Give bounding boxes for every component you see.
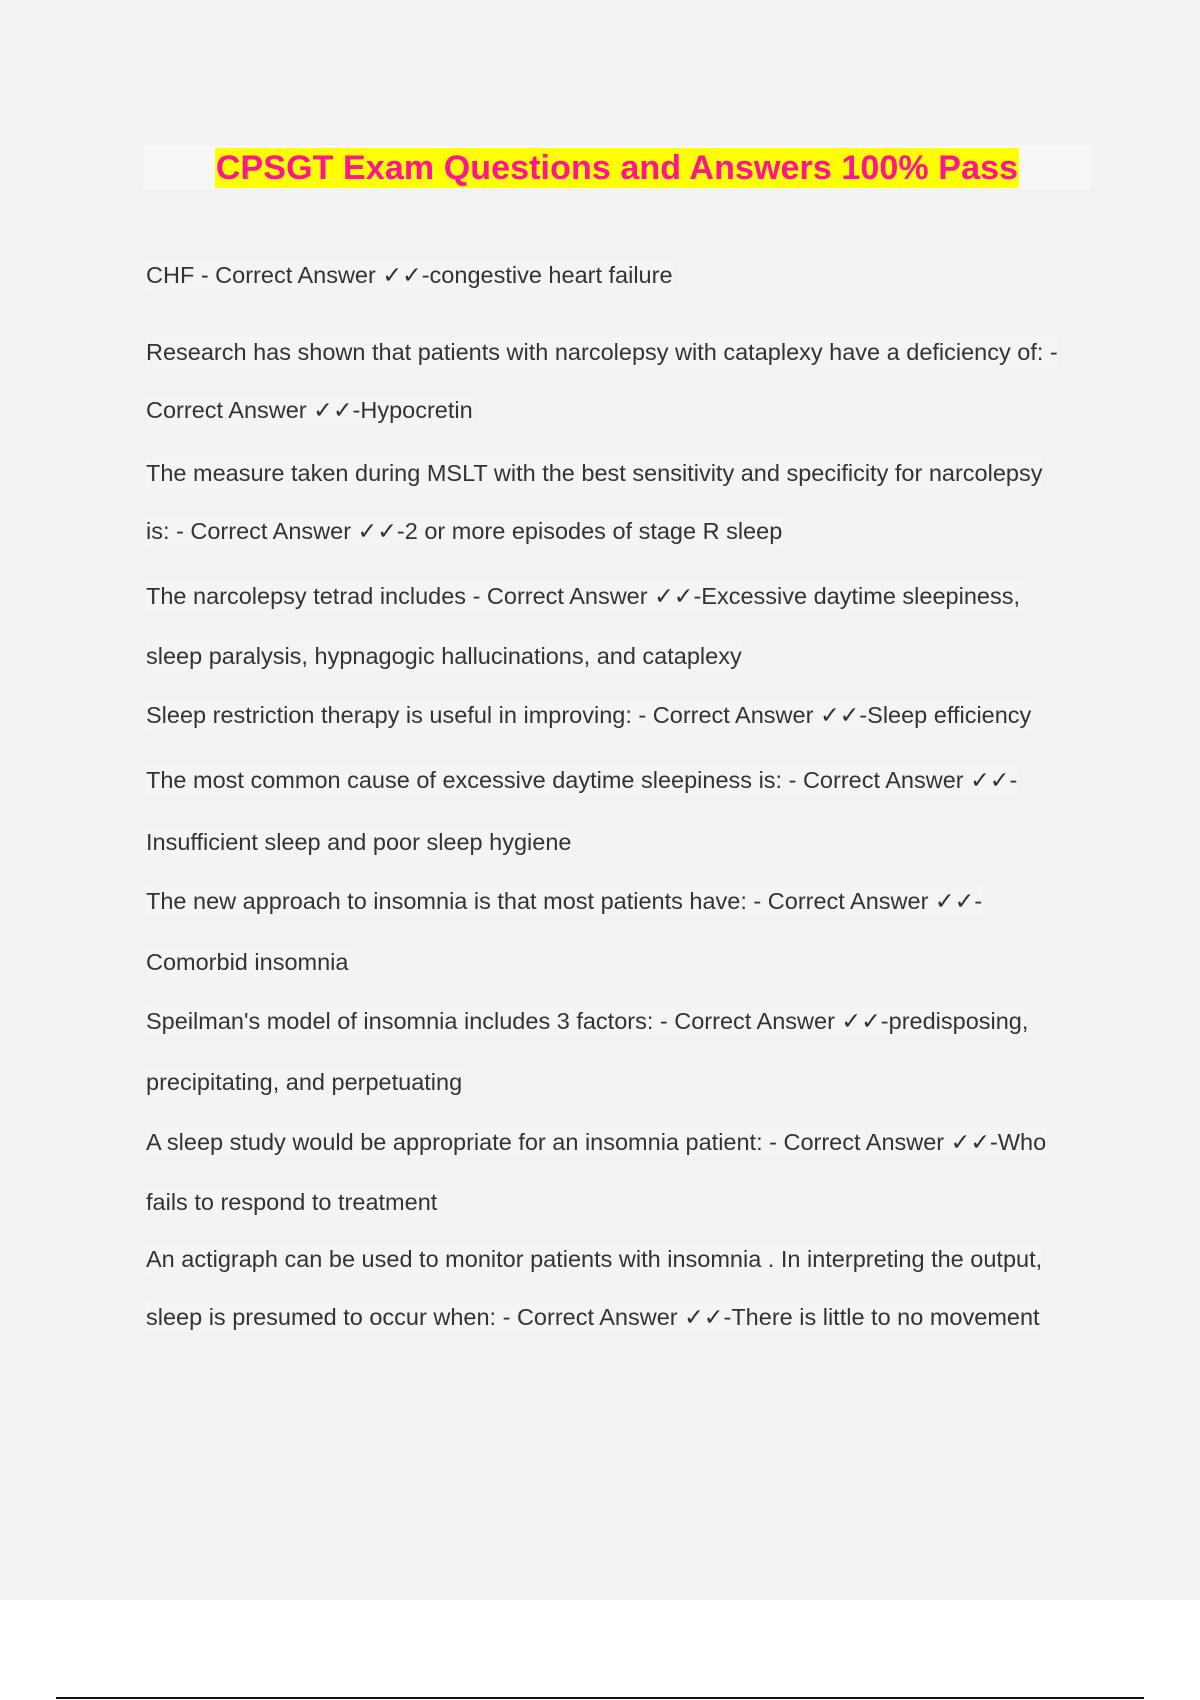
qa-line-5: is: - Correct Answer ✓✓-2 or more episodes of stage R sleep <box>146 518 783 544</box>
document-title: CPSGT Exam Questions and Answers 100% Pass <box>215 149 1019 187</box>
qa-line-10: Insufficient sleep and poor sleep hygiene <box>146 829 572 855</box>
title-bar <box>143 145 1091 189</box>
qa-line-3: Correct Answer ✓✓-Hypocretin <box>146 397 473 423</box>
footer-rule <box>56 1697 1144 1699</box>
qa-line-16: fails to respond to treatment <box>146 1189 438 1215</box>
qa-line-15: A sleep study would be appropriate for an insomnia patient: - Correct Answer ✓✓-Who <box>146 1129 1047 1155</box>
qa-line-8: Sleep restriction therapy is useful in improving: - Correct Answer ✓✓-Sleep efficiency <box>146 702 1032 728</box>
qa-line-14: precipitating, and perpetuating <box>146 1069 463 1095</box>
qa-line-13: Speilman's model of insomnia includes 3 factors: - Correct Answer ✓✓-predisposing, <box>146 1008 1029 1034</box>
qa-line-6: The narcolepsy tetrad includes - Correct Answer ✓✓-Excessive daytime sleepiness, <box>146 583 1020 609</box>
qa-line-18: sleep is presumed to occur when: - Correct Answer ✓✓-There is little to no movement <box>146 1304 1040 1330</box>
qa-line-1: CHF - Correct Answer ✓✓-congestive heart failure <box>146 262 673 288</box>
qa-line-7: sleep paralysis, hypnagogic hallucinations, and cataplexy <box>146 643 742 669</box>
qa-line-4: The measure taken during MSLT with the best sensitivity and specificity for narcolepsy <box>146 460 1043 486</box>
qa-line-17: An actigraph can be used to monitor patients with insomnia . In interpreting the output, <box>146 1246 1043 1272</box>
qa-line-2: Research has shown that patients with narcolepsy with cataplexy have a deficiency of: - <box>146 339 1058 365</box>
qa-line-11: The new approach to insomnia is that most patients have: - Correct Answer ✓✓- <box>146 888 983 914</box>
qa-line-12: Comorbid insomnia <box>146 949 349 975</box>
qa-line-9: The most common cause of excessive daytime sleepiness is: - Correct Answer ✓✓- <box>146 767 1018 793</box>
